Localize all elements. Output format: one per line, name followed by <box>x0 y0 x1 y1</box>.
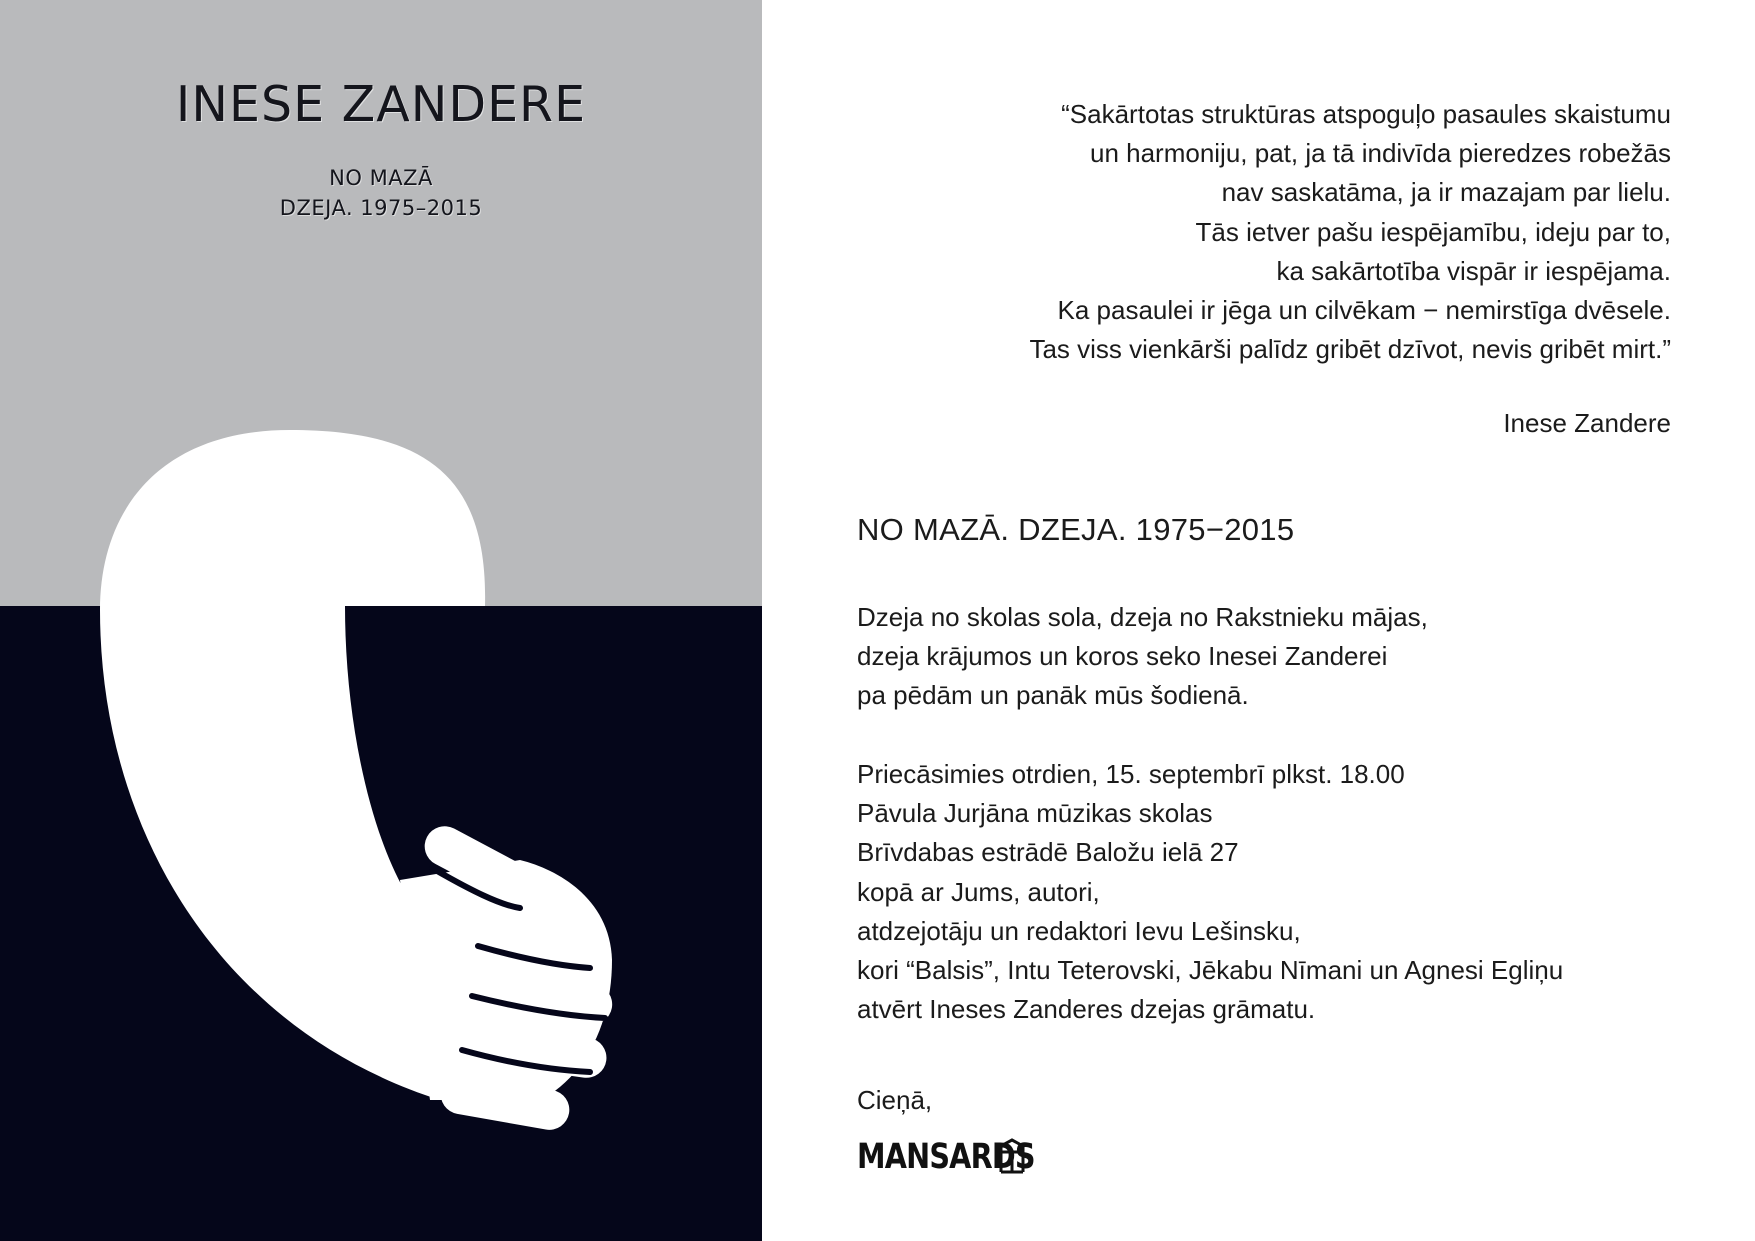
event-line: Pāvula Jurjāna mūzikas skolas <box>857 798 1213 829</box>
cover-subtitle-line1: NO MAZĀ <box>329 166 433 190</box>
quote-block <box>871 95 1671 369</box>
event-details <box>857 755 1657 1029</box>
event-line: kori “Balsis”, Intu Teterovski, Jēkabu Nīmani un Agnesi Egliņu <box>857 955 1564 986</box>
cover-subtitle-line2: DZEJA. 1975–2015 <box>279 196 483 220</box>
event-line: atvērt Ineses Zanderes dzejas grāmatu. <box>857 994 1316 1025</box>
book-cover <box>0 0 762 1241</box>
description-line: Dzeja no skolas sola, dzeja no Rakstnieku mājas, <box>857 602 1428 632</box>
description-line: dzeja krājumos un koros seko Inesei Zanderei <box>857 641 1388 672</box>
book-title: NO MAZĀ. DZEJA. 1975−2015 <box>857 512 1295 547</box>
event-line: kopā ar Jums, autori, <box>857 876 1100 907</box>
publisher-logo <box>857 1137 1035 1177</box>
closing: Cieņā, <box>857 1085 933 1115</box>
quote-line: Tas viss vienkārši palīdz gribēt dzīvot, nevis gribēt mirt.” <box>1029 334 1671 365</box>
quote-line: un harmoniju, pat, ja tā indivīda pieredzes robežās <box>1089 138 1671 169</box>
event-line: atdzejotāju un redaktori Ievu Lešinsku, <box>857 915 1301 946</box>
quote-line: Ka pasaulei ir jēga un cilvēkam − nemirstīga dvēsele. <box>1057 295 1671 326</box>
publisher-name: MANSARDS <box>857 1137 1035 1177</box>
description-line: pa pēdām un panāk mūs šodienā. <box>857 680 1249 711</box>
quote-line: ka sakārtotība vispār ir iespējama. <box>1276 255 1671 286</box>
quote-line: nav saskatāma, ja ir mazajam par lielu. <box>1221 177 1671 208</box>
quote-line: Tās ietver pašu iespējamību, ideju par to, <box>1195 216 1671 247</box>
description <box>857 598 1657 716</box>
cover-author: INESE ZANDERE <box>175 76 587 133</box>
quote-author: Inese Zandere <box>1503 408 1671 438</box>
event-line: Brīvdabas estrādē Baložu ielā 27 <box>857 837 1239 868</box>
quote-line: “Sakārtotas struktūras atspoguļo pasaules skaistumu <box>1061 99 1671 129</box>
event-line: Priecāsimies otrdien, 15. septembrī plkst. 18.00 <box>857 759 1405 789</box>
